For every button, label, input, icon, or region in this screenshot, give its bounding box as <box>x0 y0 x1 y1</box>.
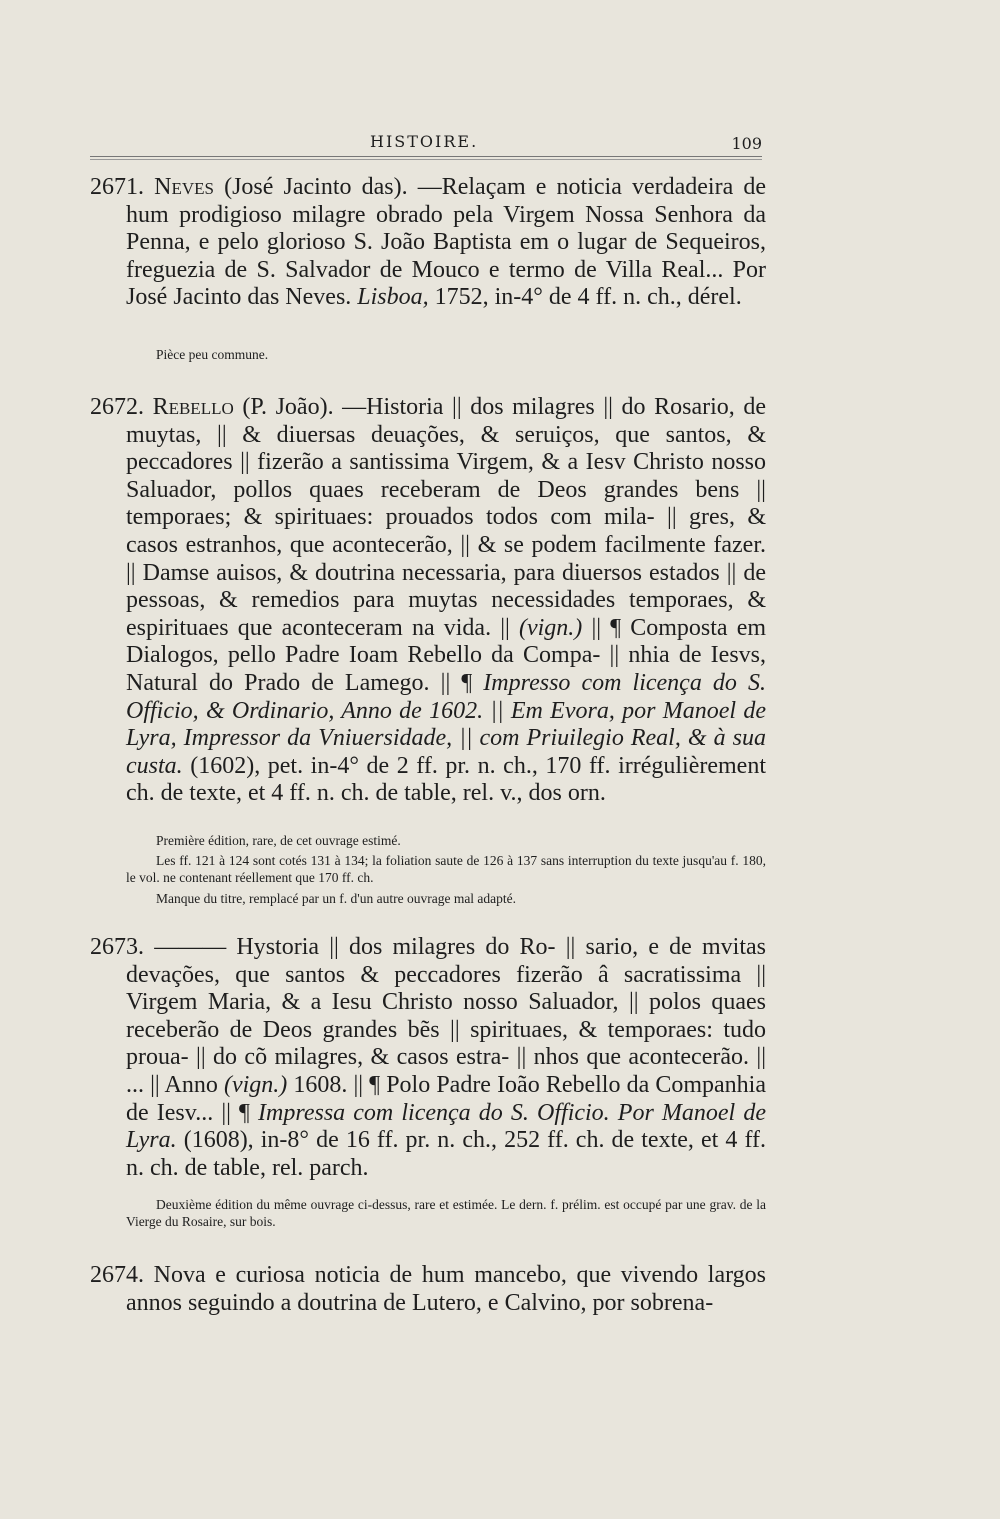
entry-collation: 1752, in-4° de 4 ff. n. ch., dérel. <box>428 284 742 311</box>
entry-text: Hystoria || dos milagres do Ro- || sario, e de mvitas devações, que santos & peccadores fizerão â sacratissima || Virgem Maria, & a Iesu Christo nosso Saluador, || polos quaes receberão de Deos grandes bẽs || spirituaes, & temporaes: tudo proua- || do cõ milagres, & casos estra- || nhos que acontecerão. || ... || Anno <box>126 934 766 1098</box>
entry-2671 <box>90 174 767 312</box>
entry-collation: (1608), in-8° de 16 ff. pr. n. ch., 252 ff. ch. de texte, et 4 ff. n. ch. de table, rel. parch. <box>126 1127 766 1181</box>
entry-2672 <box>90 394 767 808</box>
entry-text: (P. João). —Historia || dos milagres || do Rosario, de muytas, || & diuersas deuações, & seruiços, que santos, & peccadores || fizerão a santissima Virgem, & a Iesv Christo nosso Saluador, pollos quaes receberam de Deos grandes bens || temporaes; & spirituaes: prouados todos com mila- || gres, & casos estranhos, que acontecerão, || & se podem facilmente fazer. || Damse auisos, & doutrina necessaria, para diuersos estados || de pessoas, & remedios para muytas necessidades temporaes, & espirituaes que aconteceram na vida. || <box>126 394 766 641</box>
entry-text-continued: 1608. || ¶ Polo Padre Ioão Rebello da Companhia de Iesv... || ¶ <box>126 1071 766 1126</box>
note-text: Première édition, rare, de cet ouvrage estimé. <box>156 833 401 848</box>
entry-author-dash: ——— <box>154 934 227 960</box>
entry-number: 2671. <box>90 174 144 200</box>
entry-text: Nova e curiosa noticia de hum mancebo, que vivendo largos annos seguindo a doutrina de Lutero, e Calvino, por sobrena- <box>126 1262 766 1316</box>
entry-2671-note: Pièce peu commune. <box>156 347 269 362</box>
header-rule <box>90 156 762 157</box>
entry-2672-note-3: Manque du titre, remplacé par un f. d'un autre ouvrage mal adapté. <box>156 891 517 906</box>
header-rule-double <box>90 159 762 160</box>
entry-2672-note-2: Les ff. 121 à 124 sont cotés 131 à 134; la foliation saute de 126 à 137 sans interruption du texte jusqu'au f. 180, le vol. ne contenant réellement que 170 ff. ch. <box>126 853 766 885</box>
entry-text: (José Jacinto das). —Relaçam e noticia verdadeira de hum prodigioso milagre obrado pela Virgem Nossa Senhora da Penna, e pelo glorioso S. João Baptista em o lugar de Sequeiros, freguezia de S. Salvador de Mouco e termo de Villa Real... Por José Jacinto das Neves. <box>126 174 767 311</box>
entry-vignette: (vign.) <box>518 614 583 641</box>
running-title: HISTOIRE. <box>370 132 479 151</box>
entry-collation: (1602), pet. in-4° de 2 ff. pr. n. ch., 170 ff. irrégulièrement ch. de texte, et 4 ff. n. ch. de table, rel. v., dos orn. <box>126 752 766 807</box>
entry-2673 <box>90 934 766 1182</box>
entry-text-continued: || ¶ Composta em Dialogos, pello Padre Ioam Rebello da Compa- || nhia de Iesvs, Natural do Prado de Lamego. || ¶ <box>126 614 767 696</box>
entry-number: 2672. <box>90 394 144 420</box>
entry-author: Rebello <box>152 394 234 420</box>
entry-2672-note-1 <box>126 832 766 849</box>
entry-imprint: Impressa com licença do S. Officio. Por Manoel de Lyra. <box>126 1099 766 1154</box>
entry-vignette: (vign.) <box>223 1071 288 1098</box>
page-header <box>90 132 762 158</box>
entry-author: Neves <box>154 174 214 200</box>
page-number: 109 <box>731 134 762 153</box>
entry-2673-note: Deuxième édition du même ouvrage ci-dessus, rare et estimée. Le dern. f. prélim. est occupé par une grav. de la Vierge du Rosaire, sur bois. <box>126 1197 766 1229</box>
entry-number: 2673. <box>90 934 144 960</box>
entry-2674 <box>90 1262 766 1317</box>
entry-number: 2674. <box>90 1262 144 1288</box>
entry-imprint: Impresso com licença do S. Officio, & Ordinario, Anno de 1602. || Em Evora, por Manoel de Lyra, Impressor da Vniuersidade, || com Priuilegio Real, & à sua custa. <box>126 669 766 779</box>
entry-place: Lisboa, <box>357 284 429 311</box>
